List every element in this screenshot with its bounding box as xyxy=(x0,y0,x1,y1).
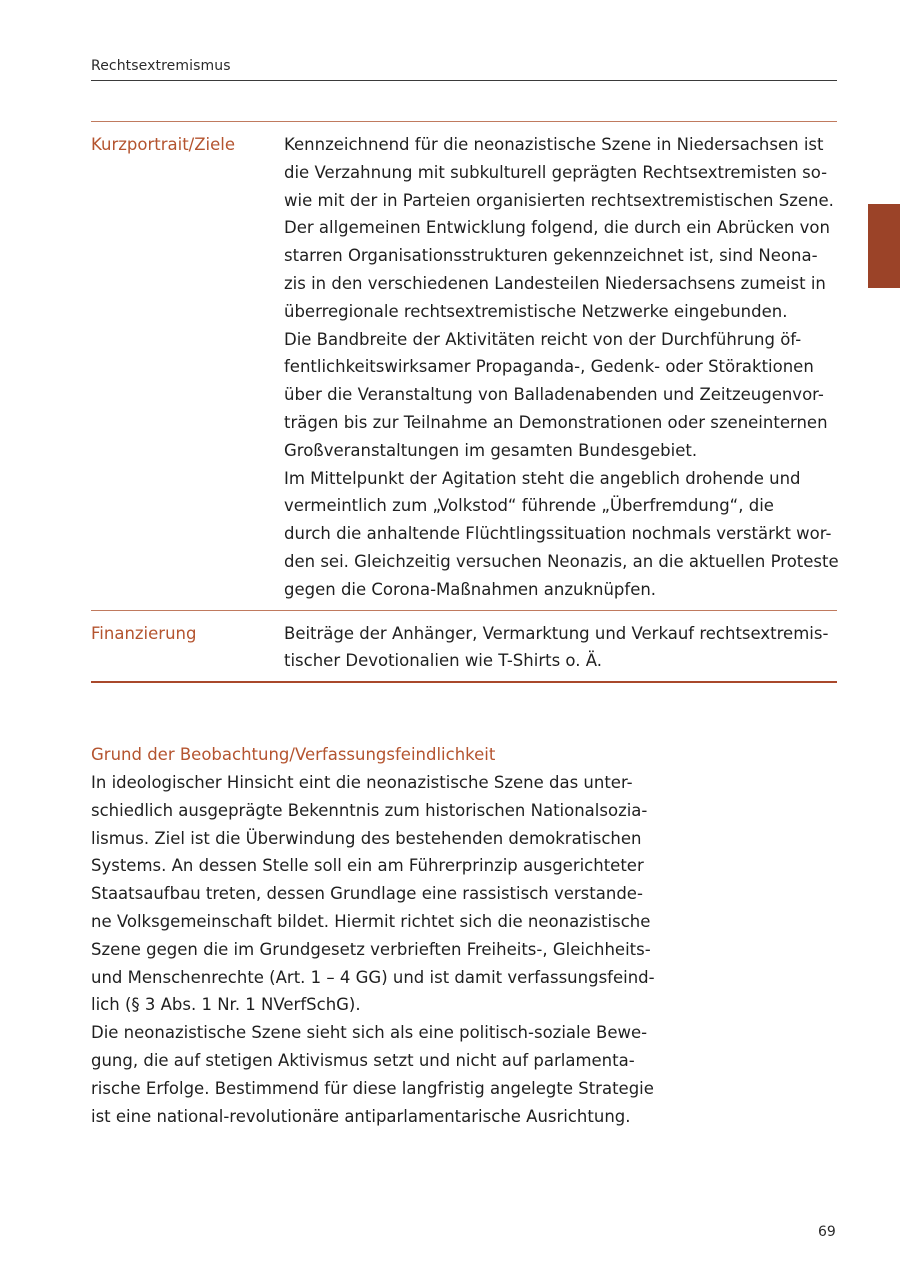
text-line: gegen die Corona-Maßnahmen anzuknüpfen. xyxy=(284,579,657,599)
text-line: wie mit der in Parteien organisierten rechtsextremistischen Szene. xyxy=(284,190,834,210)
text-line: durch die anhaltende Flüchtlingssituation nochmals verstärkt wor- xyxy=(284,524,832,544)
text-line: ist eine national-revolutionäre antiparlamentarische Ausrichtung. xyxy=(91,1106,631,1126)
text-line: ne Volksgemeinschaft bildet. Hiermit richtet sich die neonazistische xyxy=(91,911,651,931)
text-line: den sei. Gleichzeitig versuchen Neonazis, an die aktuellen Proteste xyxy=(284,551,839,571)
section-body xyxy=(91,769,655,1130)
text-line: fentlichkeitswirksamer Propaganda-, Gedenk- oder Störaktionen xyxy=(284,357,814,377)
table-row-finanzierung xyxy=(91,610,837,682)
page-number: 69 xyxy=(818,1224,836,1240)
chapter-side-tab xyxy=(868,204,900,288)
text-line: starren Organisationsstrukturen gekennzeichnet ist, sind Neona- xyxy=(284,246,818,266)
row-text xyxy=(284,620,837,676)
profile-table xyxy=(91,121,837,683)
text-line: lismus. Ziel ist die Überwindung des bestehenden demokratischen xyxy=(91,828,642,848)
text-line: überregionale rechtsextremistische Netzwerke eingebunden. xyxy=(284,301,788,321)
table-row-kurzportrait xyxy=(91,122,837,610)
header-rule xyxy=(91,80,837,81)
text-line: Szene gegen die im Grundgesetz verbrieften Freiheits-, Gleichheits- xyxy=(91,939,651,959)
text-line: Beiträge der Anhänger, Vermarktung und Verkauf rechtsextremis- xyxy=(284,623,829,643)
text-line: Großveranstaltungen im gesamten Bundesgebiet. xyxy=(284,440,698,460)
text-line: über die Veranstaltung von Balladenabenden und Zeitzeugenvor- xyxy=(284,385,824,405)
text-line: trägen bis zur Teilnahme an Demonstrationen oder szeneinternen xyxy=(284,412,828,432)
text-line: gung, die auf stetigen Aktivismus setzt und nicht auf parlamenta- xyxy=(91,1050,635,1070)
text-line: die Verzahnung mit subkulturell geprägten Rechtsextremisten so- xyxy=(284,162,828,182)
row-text xyxy=(284,131,839,604)
text-line: tischer Devotionalien wie T-Shirts o. Ä. xyxy=(284,651,602,671)
text-line: Kennzeichnend für die neonazistische Szene in Niedersachsen ist xyxy=(284,135,824,154)
text-line: In ideologischer Hinsicht eint die neonazistische Szene das unter- xyxy=(91,773,633,792)
row-label: Kurzportrait/Ziele xyxy=(91,135,236,154)
text-line: Systems. An dessen Stelle soll ein am Führerprinzip ausgerichteter xyxy=(91,856,644,876)
text-line: lich (§ 3 Abs. 1 Nr. 1 NVerfSchG). xyxy=(91,995,361,1015)
text-line: Die Bandbreite der Aktivitäten reicht von der Durchführung öf- xyxy=(284,329,802,349)
text-line: Im Mittelpunkt der Agitation steht die angeblich drohende und xyxy=(284,468,801,488)
running-header-title: Rechtsextremismus xyxy=(91,58,231,74)
text-line: schiedlich ausgeprägte Bekenntnis zum historischen Nationalsozia- xyxy=(91,800,648,820)
text-line: Der allgemeinen Entwicklung folgend, die durch ein Abrücken von xyxy=(284,218,830,238)
text-line: vermeintlich zum „Volkstod“ führende „Überfremdung“, die xyxy=(284,496,774,516)
row-label: Finanzierung xyxy=(91,623,197,643)
text-line: und Menschenrechte (Art. 1 – 4 GG) und ist damit verfassungsfeind- xyxy=(91,967,655,987)
section-heading: Grund der Beobachtung/Verfassungsfeindlichkeit xyxy=(91,745,496,764)
text-line: Die neonazistische Szene sieht sich als eine politisch-soziale Bewe- xyxy=(91,1023,648,1043)
text-line: Staatsaufbau treten, dessen Grundlage eine rassistisch verstande- xyxy=(91,884,643,904)
text-line: rische Erfolge. Bestimmend für diese langfristig angelegte Strategie xyxy=(91,1078,654,1098)
text-line: zis in den verschiedenen Landesteilen Niedersachsens zumeist in xyxy=(284,273,826,293)
